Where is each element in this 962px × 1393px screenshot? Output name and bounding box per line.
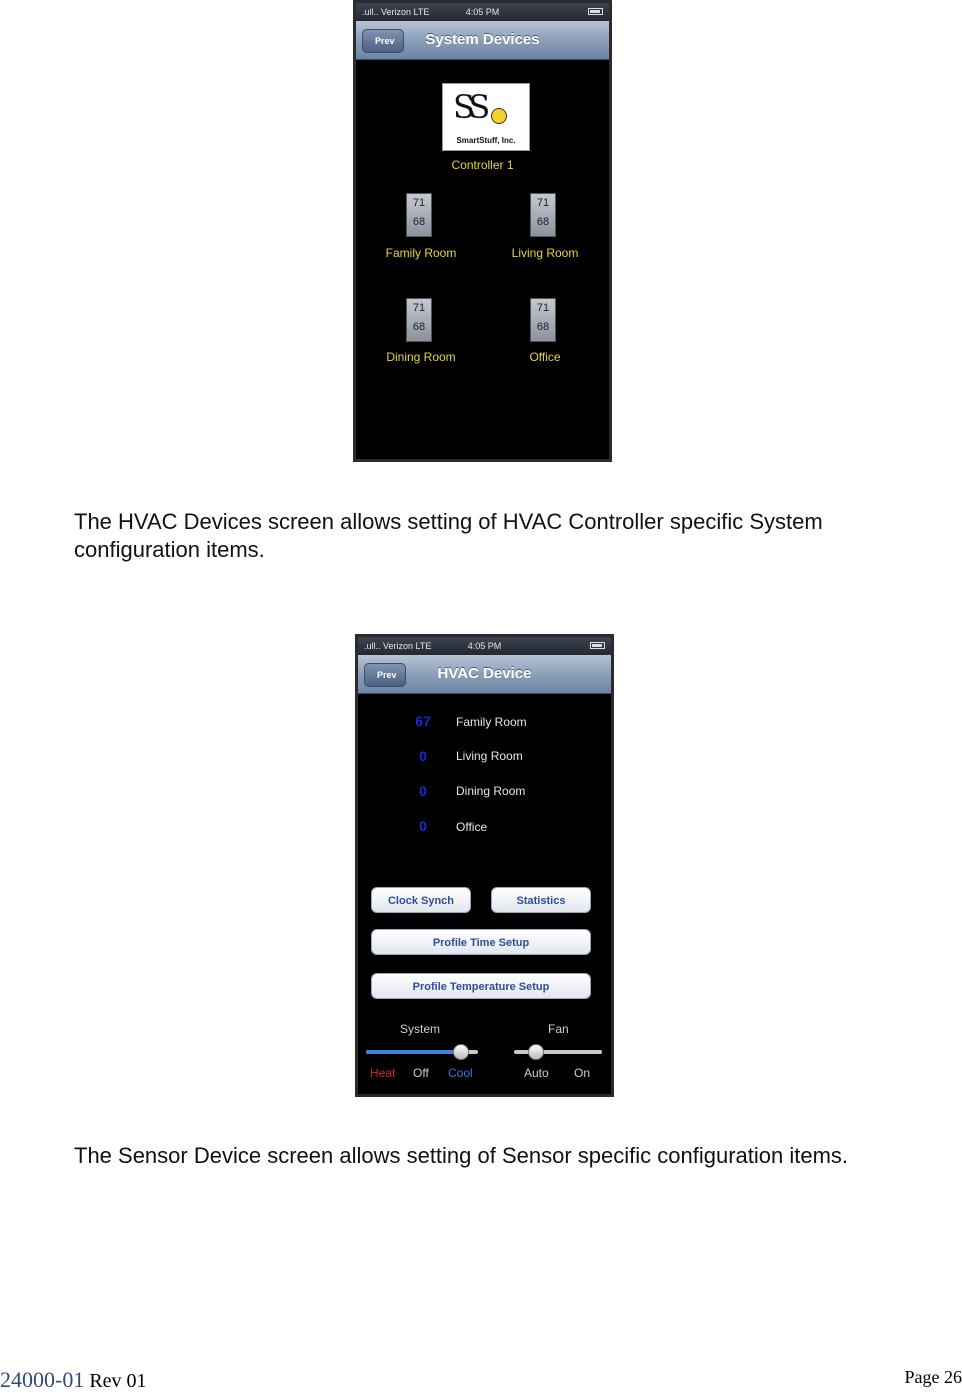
page-number: Page 26 xyxy=(905,1367,962,1388)
smartstuff-logo[interactable] xyxy=(442,83,530,151)
fan-option-auto[interactable]: Auto xyxy=(524,1066,549,1080)
thermostat-living-room[interactable] xyxy=(530,193,556,237)
battery-icon xyxy=(588,8,603,15)
system-option-cool[interactable]: Cool xyxy=(448,1066,473,1080)
battery-icon xyxy=(590,642,605,649)
fan-label: Fan xyxy=(548,1022,569,1036)
thermostat-family-room[interactable] xyxy=(406,193,432,237)
doc-number: 24000-01 xyxy=(0,1367,84,1392)
thermostat-setpoint-bottom: 68 xyxy=(531,318,555,337)
doc-rev: Rev 01 xyxy=(89,1370,146,1392)
nav-bar xyxy=(356,21,609,60)
zone-value-living-room[interactable]: 0 xyxy=(408,748,438,764)
fan-mode-slider[interactable] xyxy=(514,1050,602,1054)
paragraph-hvac-devices: The HVAC Devices screen allows setting of HVAC Controller specific System configuration items. xyxy=(74,508,944,564)
smiley-icon xyxy=(491,108,507,124)
prev-button[interactable]: Prev xyxy=(364,663,406,687)
thermostat-setpoint-bottom: 68 xyxy=(531,213,555,232)
thermostat-setpoint-top: 71 xyxy=(407,194,431,213)
system-option-off[interactable]: Off xyxy=(413,1066,429,1080)
carrier-label: .ull.. Verizon LTE xyxy=(364,637,431,655)
status-bar xyxy=(358,637,611,655)
zone-name-family-room: Family Room xyxy=(456,715,527,729)
carrier-label: .ull.. Verizon LTE xyxy=(362,3,429,21)
prev-button[interactable]: Prev xyxy=(362,29,404,53)
system-mode-slider[interactable] xyxy=(366,1050,478,1054)
zone-name-living-room: Living Room xyxy=(456,749,523,763)
room-label-office: Office xyxy=(490,350,600,364)
zone-value-family-room[interactable]: 67 xyxy=(408,713,438,729)
logo-brand: SmartStuff, Inc. xyxy=(443,136,529,145)
screen-title: HVAC Device xyxy=(358,655,611,693)
system-devices-screenshot xyxy=(353,0,612,462)
thermostat-setpoint-top: 71 xyxy=(407,299,431,318)
status-time: 4:05 PM xyxy=(358,637,611,655)
statistics-button[interactable]: Statistics xyxy=(491,887,591,913)
room-label-family-room: Family Room xyxy=(366,246,476,260)
zone-name-office: Office xyxy=(456,820,487,834)
controller-label: Controller 1 xyxy=(356,158,609,172)
hvac-device-screenshot xyxy=(355,634,614,1097)
thermostat-setpoint-top: 71 xyxy=(531,194,555,213)
clock-synch-button[interactable]: Clock Synch xyxy=(371,887,471,913)
profile-temperature-setup-button[interactable]: Profile Temperature Setup xyxy=(371,973,591,999)
thermostat-office[interactable] xyxy=(530,298,556,342)
paragraph-sensor-device: The Sensor Device screen allows setting of Sensor specific configuration items. xyxy=(74,1142,959,1170)
zone-value-dining-room[interactable]: 0 xyxy=(408,783,438,799)
status-time: 4:05 PM xyxy=(356,3,609,21)
nav-bar xyxy=(358,655,611,694)
thermostat-setpoint-top: 71 xyxy=(531,299,555,318)
fan-option-on[interactable]: On xyxy=(574,1066,590,1080)
system-label: System xyxy=(400,1022,440,1036)
thermostat-setpoint-bottom: 68 xyxy=(407,318,431,337)
system-slider-knob[interactable] xyxy=(453,1044,469,1060)
zone-value-office[interactable]: 0 xyxy=(408,818,438,834)
system-option-heat[interactable]: Heat xyxy=(370,1066,395,1080)
thermostat-setpoint-bottom: 68 xyxy=(407,213,431,232)
footer-doc-id xyxy=(0,1367,147,1393)
room-label-dining-room: Dining Room xyxy=(366,350,476,364)
thermostat-dining-room[interactable] xyxy=(406,298,432,342)
logo-letters: SS xyxy=(453,88,484,126)
fan-slider-knob[interactable] xyxy=(528,1044,544,1060)
status-bar xyxy=(356,3,609,21)
system-slider-fill xyxy=(366,1050,461,1054)
room-label-living-room: Living Room xyxy=(490,246,600,260)
profile-time-setup-button[interactable]: Profile Time Setup xyxy=(371,929,591,955)
zone-name-dining-room: Dining Room xyxy=(456,784,525,798)
screen-title: System Devices xyxy=(356,21,609,59)
